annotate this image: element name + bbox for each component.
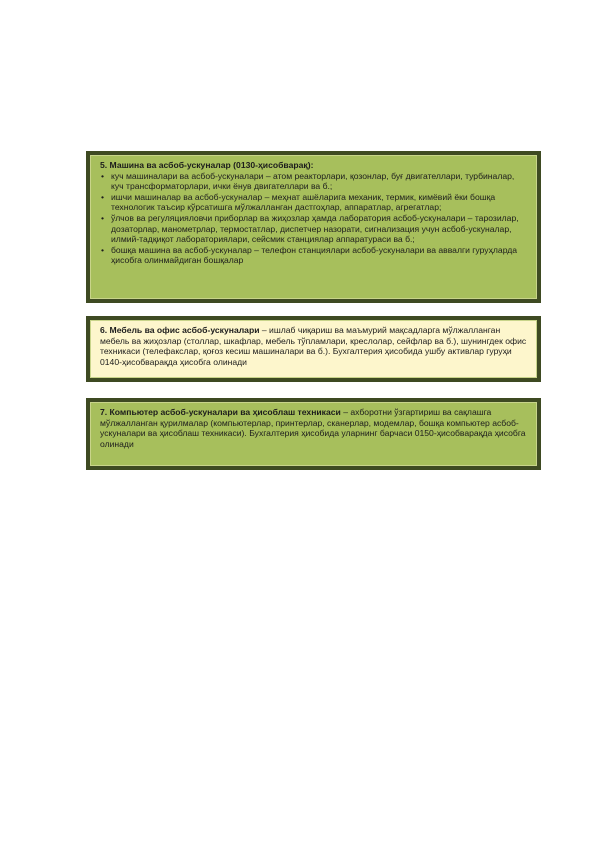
list-item: • ишчи машиналар ва асбоб-ускуналар – меҳнат ашёларига механик, термик, кимёвий ёки бошқа технологик таъсир кўрсатишга мўлжалланган дастгоҳлар, аппаратлар, агрегатлар; (111, 192, 529, 213)
computer-card (86, 398, 541, 470)
list-item: • бошқа машина ва асбоб-ускуналар – телефон станциялари асбоб-ускуналари ва аввалги гуруҳларда ҳисобга олинмайдиган бошқалар (111, 245, 529, 266)
furniture-body: – ишлаб чиқариш ва маъмурий мақсадларга мўлжалланган мебель ва жиҳозлар (столлар, шкафлар, мебель тўпламлари, креслолар, сейфлар ва б.), шунингдек офис техникаси (телефакслар, қоғоз кесиш машиналари ва б.). Бухгалтерия ҳисобида ушбу активлар гуруҳи 0140-ҳисобварақда ҳисобга олинади (100, 325, 527, 367)
machinery-card (86, 151, 541, 303)
furniture-card-content (90, 320, 537, 378)
list-item: • ўлчов ва регуляцияловчи приборлар ва жиҳозлар ҳамда лаборатория асбоб-ускуналари – тарозилар, дозаторлар, манометрлар, термостатлар, диспетчер назорати, сигнализация учун асбоб-ускуналар, илмий-тадқиқот лабораториялари, сейсмик станциялар аппаратураси ва б.; (111, 213, 529, 245)
list-item: • куч машиналари ва асбоб-ускуналари – атом реакторлари, қозонлар, буғ двигателлари, турбиналар, куч трансформаторлари, ички ёнув двигателлари ва б.; (111, 171, 529, 192)
computer-body: – ахборотни ўзгартириш ва сақлашга мўлжалланган қурилмалар (компьютерлар, принтерлар, сканерлар, модемлар, бошқа компьютер асбоб-ускуналари ва ҳисоблаш техникаси). Бухгалтерия ҳисобида уларнинг барчаси 0150-ҳисобварақда ҳисобга олинади (100, 407, 526, 449)
computer-card-content (90, 402, 537, 466)
furniture-card (86, 316, 541, 382)
machinery-list (100, 171, 529, 266)
computer-title: 7. Компьютер асбоб-ускуналари ва ҳисоблаш техникаси (100, 407, 341, 417)
machinery-card-content (90, 155, 537, 299)
machinery-title: 5. Машина ва асбоб-ускуналар (0130-ҳисобварақ): (100, 160, 314, 170)
furniture-title: 6. Мебель ва офис асбоб-ускуналари (100, 325, 260, 335)
